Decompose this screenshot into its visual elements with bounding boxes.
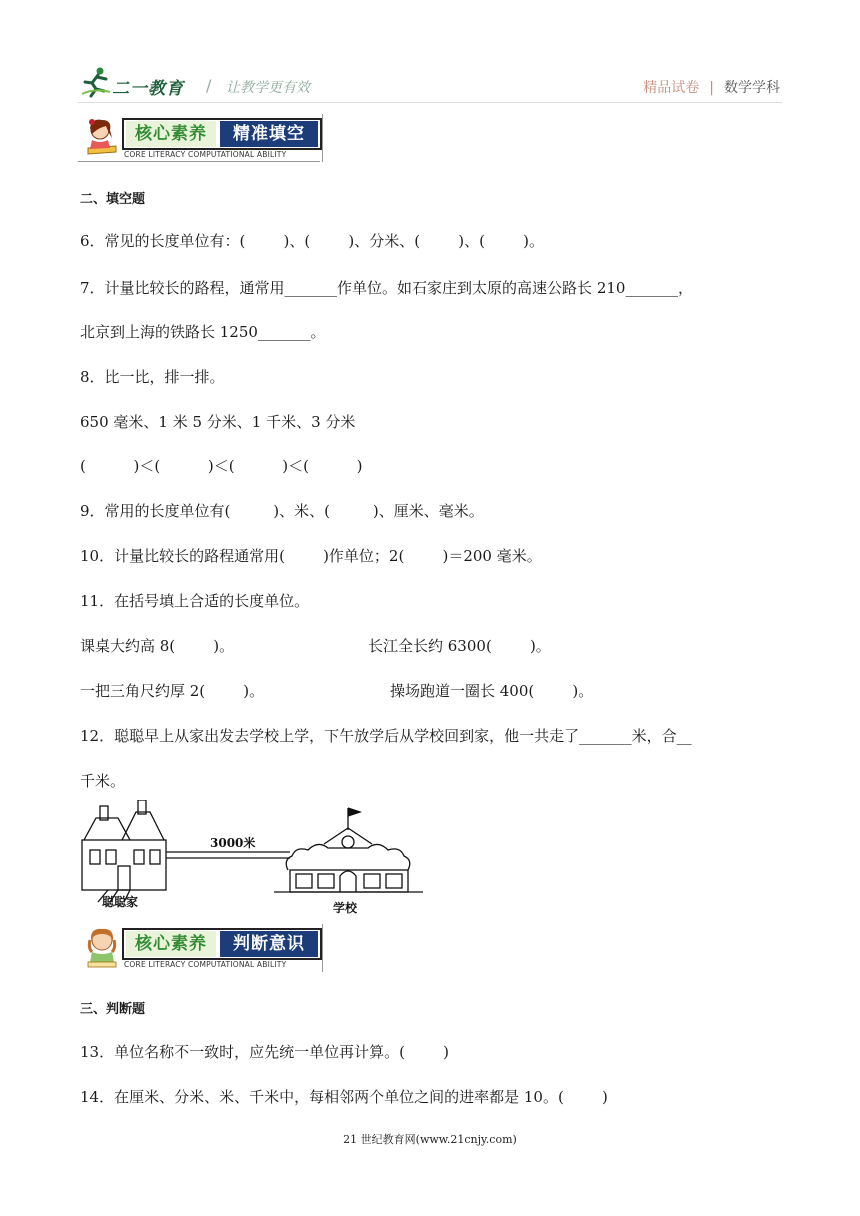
core-literacy-banner-judge xyxy=(78,924,324,972)
question-7-line-2: 北京到上海的铁路长 1250_______。 xyxy=(80,323,326,341)
question-7-line-1: 7．计量比较长的路程，通常用_______作单位。如石家庄到太原的高速公路长 210_______， xyxy=(80,279,693,297)
question-12-line-1: 12．聪聪早上从家出发去学校上学，下午放学后从学校回到家，他一共走了_______米，合__ xyxy=(80,727,692,745)
page-footer: 21 世纪教育网(www.21cnjy.com) xyxy=(343,1133,517,1146)
banner-right-text: 判断意识 xyxy=(220,931,318,957)
house-icon xyxy=(82,800,166,902)
core-literacy-banner-fill xyxy=(78,114,324,162)
question-9: 9．常用的长度单位有( )、米、( )、厘米、毫米。 xyxy=(80,502,484,520)
header-divider: | xyxy=(709,80,714,96)
banner-left-text: 核心素养 xyxy=(126,931,216,957)
question-11-b: 长江全长约 6300( )。 xyxy=(368,637,551,655)
banner-subtitle: CORE LITERACY COMPUTATIONAL ABILITY xyxy=(124,960,287,969)
brand-slogan: 让教学更有效 xyxy=(226,80,310,96)
banner-side-line xyxy=(322,114,323,162)
distance-label: 3000米 xyxy=(210,836,256,850)
running-man-icon xyxy=(80,66,112,98)
section-title-judge: 三、判断题 xyxy=(80,1002,146,1017)
banner-underline xyxy=(78,161,320,162)
header-label-quality: 精品试卷 xyxy=(643,80,700,96)
question-8-blanks: ( )＜( )＜( )＜( ) xyxy=(80,457,363,475)
school-icon xyxy=(274,808,423,892)
banner-title-box xyxy=(122,118,322,150)
header-right xyxy=(643,77,780,97)
brand-name: 二一教育 xyxy=(112,79,184,99)
question-10: 10．计量比较长的路程通常用( )作单位；2( )＝200 毫米。 xyxy=(80,547,542,565)
banner-left-text: 核心素养 xyxy=(126,121,216,147)
question-13: 13．单位名称不一致时，应先统一单位再计算。( ) xyxy=(80,1043,449,1061)
question-11-a: 课桌大约高 8( )。 xyxy=(80,637,235,655)
header-divider-line xyxy=(78,102,782,103)
banner-title-box xyxy=(122,928,322,960)
question-11: 11．在括号填上合适的长度单位。 xyxy=(80,592,310,610)
girl-writing-icon xyxy=(82,926,122,970)
house-label: 聪聪家 xyxy=(102,895,139,909)
question-14: 14．在厘米、分米、米、千米中，每相邻两个单位之间的进率都是 10。( ) xyxy=(80,1088,608,1106)
question-12-line-2: 千米。 xyxy=(80,772,126,790)
section-title-fill-blank: 二、填空题 xyxy=(80,192,146,207)
house-to-school-illustration xyxy=(78,800,423,918)
question-6: 6．常见的长度单位有：( )、( )、分米、( )、( )。 xyxy=(80,232,544,250)
brand-logo xyxy=(80,66,112,98)
header-label-subject: 数学学科 xyxy=(724,80,780,96)
school-label: 学校 xyxy=(333,901,358,915)
question-11-d: 操场跑道一圈长 400( )。 xyxy=(390,682,594,700)
banner-side-line xyxy=(322,924,323,972)
girl-reading-icon xyxy=(82,116,122,158)
banner-subtitle: CORE LITERACY COMPUTATIONAL ABILITY xyxy=(124,150,287,159)
question-11-c: 一把三角尺约厚 2( )。 xyxy=(80,682,265,700)
header-separator: / xyxy=(206,76,212,95)
banner-right-text: 精准填空 xyxy=(220,121,318,147)
question-8-items: 650 毫米、1 米 5 分米、1 千米、3 分米 xyxy=(80,413,356,431)
question-8: 8．比一比，排一排。 xyxy=(80,368,225,386)
